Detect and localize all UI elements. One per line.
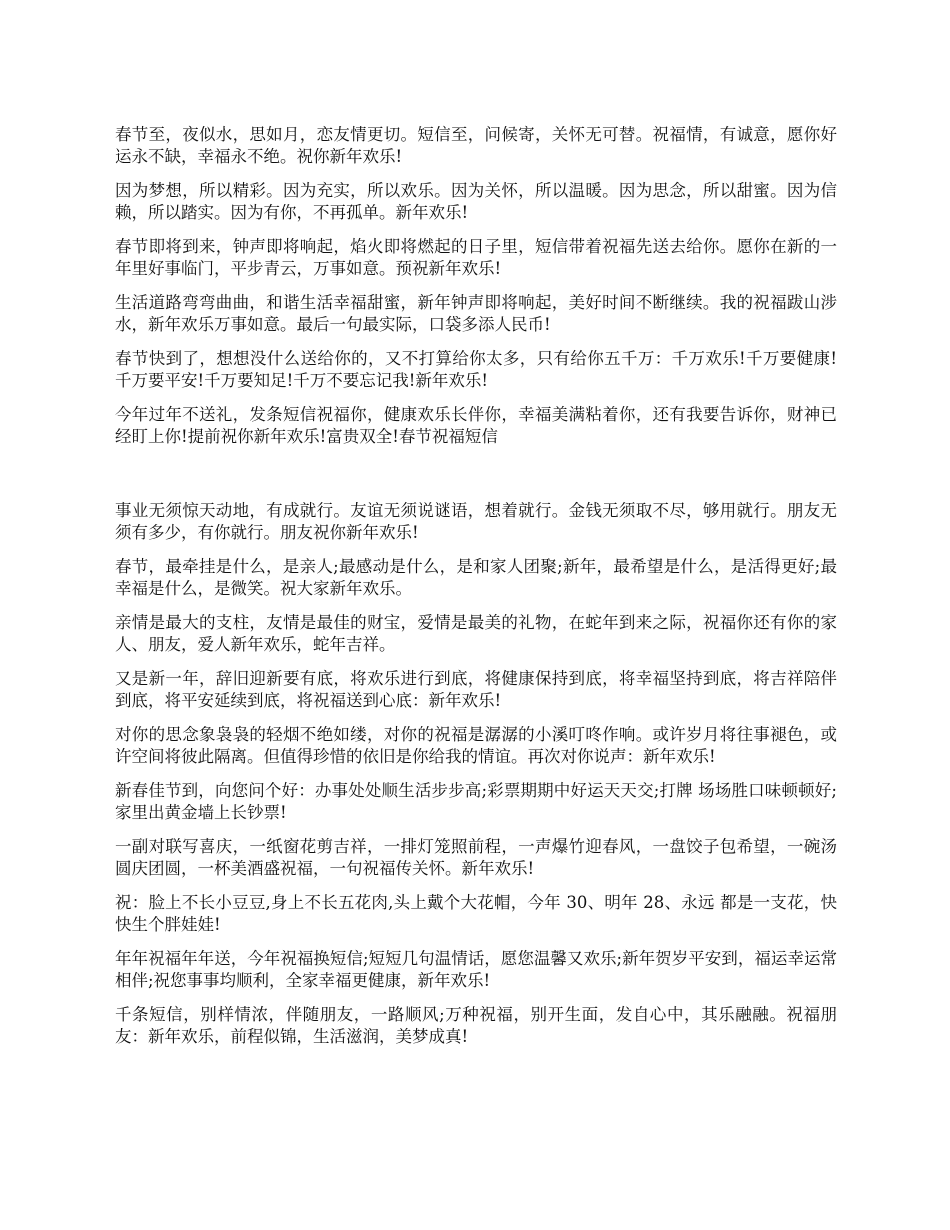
paragraph: 春节即将到来，钟声即将响起，焰火即将燃起的日子里，短信带着祝福先送去给你。愿你在新的一年里好事临门，平步青云，万事如意。预祝新年欢乐!: [115, 237, 837, 278]
paragraph: 今年过年不送礼，发条短信祝福你，健康欢乐长伴你，幸福美满粘着你，还有我要告诉你，财神已经盯上你!提前祝你新年欢乐!富贵双全!春节祝福短信: [115, 405, 837, 446]
paragraph: 祝：脸上不长小豆豆,身上不长五花肉,头上戴个大花帽，今年 30、明年 28、永远 都是一支花，快快生个胖娃娃!: [115, 893, 837, 934]
paragraph: 又是新一年，辞旧迎新要有底，将欢乐进行到底，将健康保持到底，将幸福坚持到底，将吉祥陪伴到底，将平安延续到底，将祝福送到心底：新年欢乐!: [115, 669, 837, 710]
paragraph: 一副对联写喜庆，一纸窗花剪吉祥，一排灯笼照前程，一声爆竹迎春风，一盘饺子包希望，一碗汤圆庆团圆，一杯美酒盛祝福，一句祝福传关怀。新年欢乐!: [115, 837, 837, 878]
paragraph: 因为梦想，所以精彩。因为充实，所以欢乐。因为关怀，所以温暖。因为思念，所以甜蜜。因为信赖，所以踏实。因为有你，不再孤单。新年欢乐!: [115, 181, 837, 222]
paragraph: 春节至，夜似水，思如月，恋友情更切。短信至，问候寄，关怀无可替。祝福情，有诚意，愿你好运永不缺，幸福永不绝。祝你新年欢乐!: [115, 125, 837, 166]
paragraph: 事业无须惊天动地，有成就行。友谊无须说谜语，想着就行。金钱无须取不尽，够用就行。朋友无须有多少，有你就行。朋友祝你新年欢乐!: [115, 501, 837, 542]
section-gap: [115, 460, 837, 500]
paragraph: 对你的思念象袅袅的轻烟不绝如缕，对你的祝福是潺潺的小溪叮咚作响。或许岁月将往事褪色，或许空间将彼此隔离。但值得珍惜的依旧是你给我的情谊。再次对你说声：新年欢乐!: [115, 725, 837, 766]
paragraph: 年年祝福年年送，今年祝福换短信;短短几句温情话，愿您温馨又欢乐;新年贺岁平安到，福运幸运常相伴;祝您事事均顺利，全家幸福更健康，新年欢乐!: [115, 949, 837, 990]
paragraph: 千条短信，别样情浓，伴随朋友，一路顺风;万种祝福，别开生面，发自心中，其乐融融。祝福朋友：新年欢乐，前程似锦，生活滋润，美梦成真!: [115, 1005, 837, 1046]
paragraph: 春节，最牵挂是什么，是亲人;最感动是什么，是和家人团聚;新年，最希望是什么，是活得更好;最幸福是什么，是微笑。祝大家新年欢乐。: [115, 557, 837, 598]
paragraph: 亲情是最大的支柱，友情是最佳的财宝，爱情是最美的礼物，在蛇年到来之际，祝福你还有你的家人、朋友，爱人新年欢乐，蛇年吉祥。: [115, 613, 837, 654]
paragraph: 春节快到了，想想没什么送给你的，又不打算给你太多，只有给你五千万：千万欢乐!千万要健康!千万要平安!千万要知足!千万不要忘记我!新年欢乐!: [115, 349, 837, 390]
paragraph: 生活道路弯弯曲曲，和谐生活幸福甜蜜，新年钟声即将响起，美好时间不断继续。我的祝福跋山涉水，新年欢乐万事如意。最后一句最实际，口袋多添人民币!: [115, 293, 837, 334]
document-body: [115, 124, 837, 1060]
paragraph: 新春佳节到，向您问个好：办事处处顺生活步步高;彩票期期中好运天天交;打牌 场场胜口味顿顿好;家里出黄金墙上长钞票!: [115, 781, 837, 822]
